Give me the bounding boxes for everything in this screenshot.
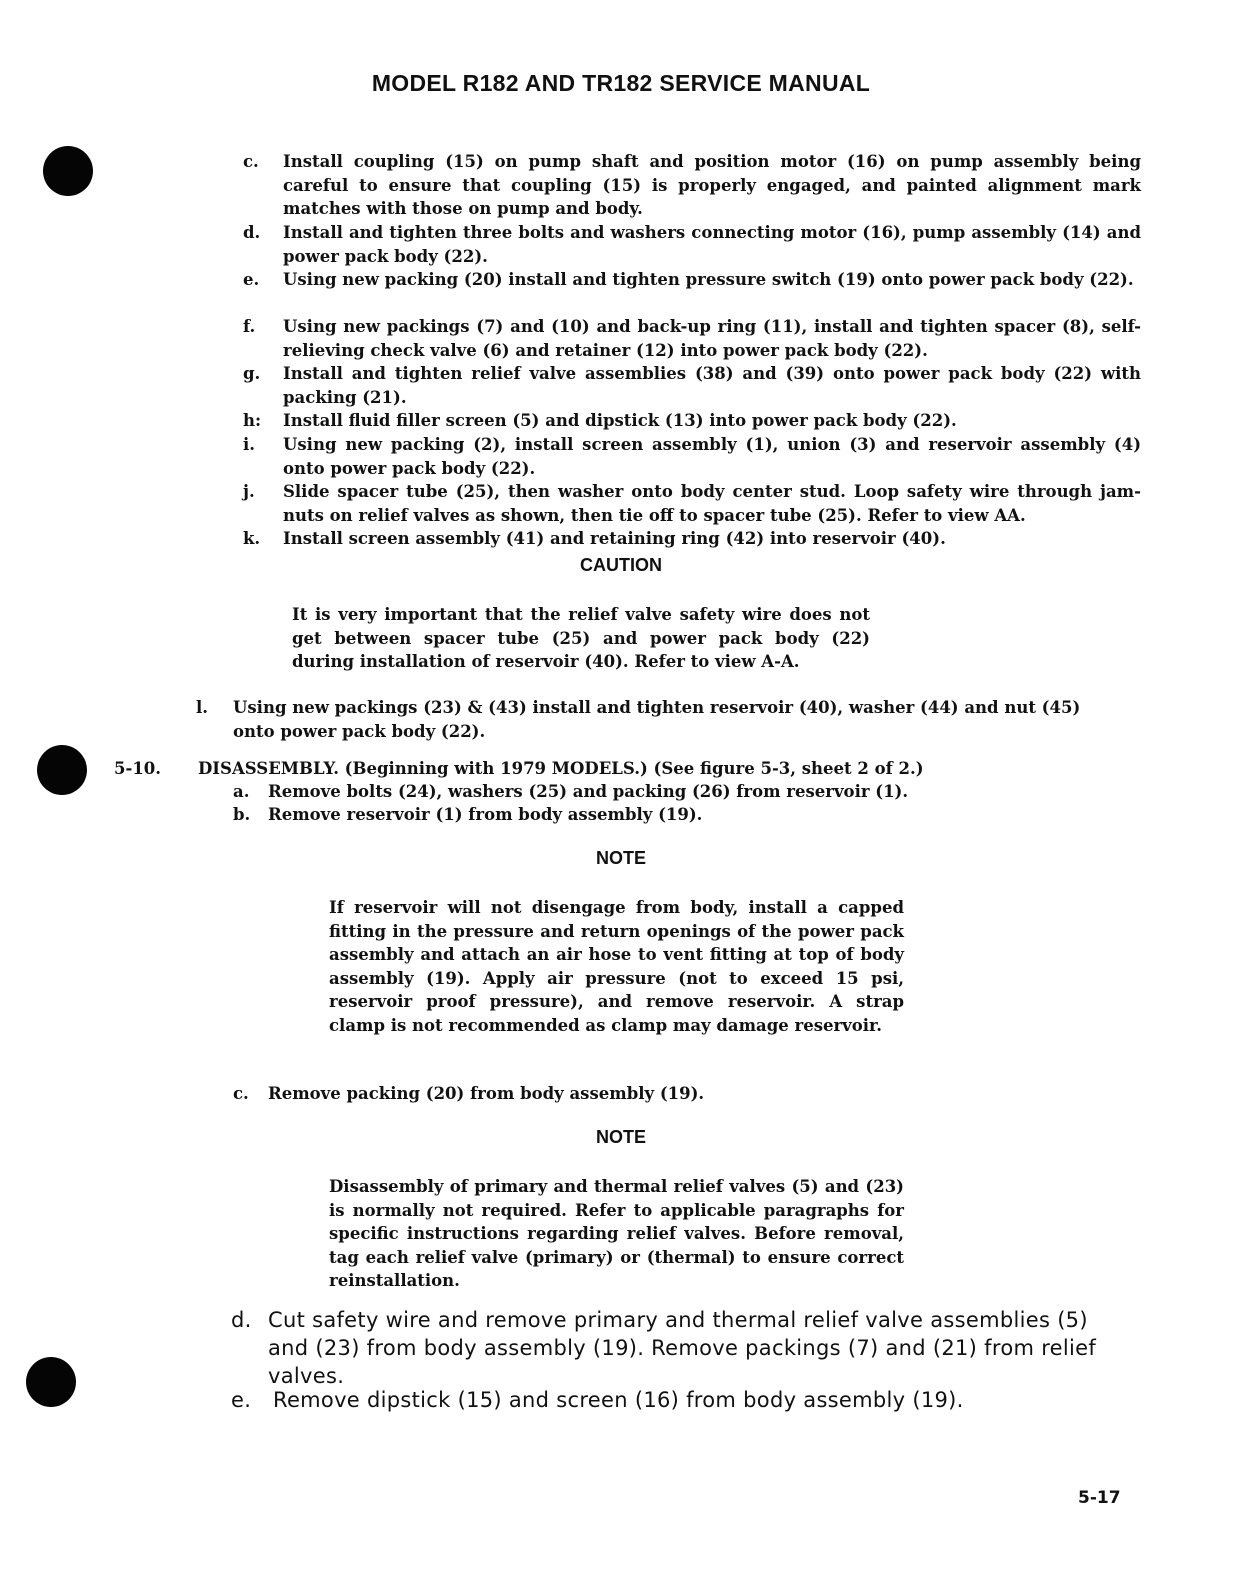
step-label: l. <box>196 698 209 717</box>
step-text: Install and tighten relief valve assemblies (38) and (39) onto power pack body (22) with packing (21). <box>283 364 1141 407</box>
step-i <box>243 433 1141 480</box>
step-text: Remove reservoir (1) from body assembly (19). <box>268 805 703 824</box>
step-d-remove-relief-valves <box>231 1306 1111 1390</box>
step-label: e. <box>231 1388 252 1412</box>
caution-heading: CAUTION <box>580 555 662 575</box>
step-text: Install coupling (15) on pump shaft and position motor (16) on pump assembly being careful to ensure that coupling (15) is properly engaged, and painted alignment mark matches with those on pump and body. <box>283 152 1141 218</box>
step-label: i. <box>243 435 256 454</box>
step-label: f. <box>243 317 256 336</box>
step-a <box>233 780 1033 804</box>
page-number: 5-17 <box>1078 1488 1121 1508</box>
step-text: Install and tighten three bolts and washers connecting motor (16), pump assembly (14) and power pack body (22). <box>283 223 1141 266</box>
step-k <box>243 527 1141 551</box>
section-number: 5-10. <box>114 759 162 778</box>
step-text: Using new packings (7) and (10) and back-up ring (11), install and tighten spacer (8), self-relieving check valve (6) and retainer (12) into power pack body (22). <box>283 317 1141 360</box>
step-label: b. <box>233 805 251 824</box>
step-e-remove-dipstick <box>231 1386 1111 1414</box>
note-text: Disassembly of primary and thermal relief valves (5) and (23) is normally not required. Refer to applicable paragraphs for specific instructions regarding relief valves. Before removal, tag each relief valve (primary) or (thermal) to ensure correct reinstallation. <box>329 1177 904 1290</box>
step-label: g. <box>243 364 261 383</box>
binder-hole-bottom <box>26 1357 76 1407</box>
step-label: d. <box>243 223 261 242</box>
step-h <box>243 409 1141 433</box>
step-text: Install fluid filler screen (5) and dipstick (13) into power pack body (22). <box>283 411 957 430</box>
note-text: If reservoir will not disengage from body, install a capped fitting in the pressure and return openings of the power pack assembly and attach an air hose to vent fitting at top of body assembly (19). Apply air pressure (not to exceed 15 psi, reservoir proof pressure), and remove reservoir. A strap clamp is not recommended as clamp may damage reservoir. <box>329 898 904 1035</box>
step-e <box>243 268 1141 315</box>
step-text: Using new packing (2), install screen assembly (1), union (3) and reservoir assembly (4) onto power pack body (22). <box>283 435 1141 478</box>
step-text: Slide spacer tube (25), then washer onto body center stud. Loop safety wire through jam-nuts on relief valves as shown, then tie off to spacer tube (25). Refer to view AA. <box>283 482 1141 525</box>
step-l <box>196 696 1096 743</box>
step-label: h: <box>243 411 262 430</box>
step-f <box>243 315 1141 362</box>
step-g <box>243 362 1141 409</box>
step-text: Remove bolts (24), washers (25) and packing (26) from reservoir (1). <box>268 782 909 801</box>
step-label: k. <box>243 529 261 548</box>
note-heading: NOTE <box>595 848 646 868</box>
step-text: Remove dipstick (15) and screen (16) from body assembly (19). <box>273 1388 964 1412</box>
step-label: j. <box>243 482 255 501</box>
step-label: e. <box>243 270 260 289</box>
page-title: MODEL R182 AND TR182 SERVICE MANUAL <box>371 70 871 96</box>
step-text: Cut safety wire and remove primary and thermal relief valve assemblies (5) and (23) from body assembly (19). Remove packings (7) and (21) from relief valves. <box>268 1308 1097 1388</box>
step-d <box>243 221 1141 268</box>
step-text: Using new packing (20) install and tighten pressure switch (19) onto power pack body (22). <box>283 270 1134 289</box>
step-label: a. <box>233 782 250 801</box>
step-label: c. <box>243 152 259 171</box>
step-label: d. <box>231 1308 252 1332</box>
step-text: Using new packings (23) & (43) install and tighten reservoir (40), washer (44) and nut (45) onto power pack body (22). <box>233 698 1081 741</box>
step-j <box>243 480 1141 527</box>
step-text: Remove packing (20) from body assembly (19). <box>268 1084 705 1103</box>
step-label: c. <box>233 1084 249 1103</box>
step-c <box>243 150 1141 220</box>
step-c-remove-packing <box>233 1082 1033 1106</box>
binder-hole-top <box>43 146 93 196</box>
note-heading: NOTE <box>595 1127 646 1147</box>
step-b <box>233 803 1033 827</box>
step-text: Install screen assembly (41) and retaining ring (42) into reservoir (40). <box>283 529 946 548</box>
caution-text: It is very important that the relief valve safety wire does not get between spacer tube (25) and power pack body (22) during installation of reservoir (40). Refer to view A-A. <box>292 605 870 671</box>
section-title: DISASSEMBLY. (Beginning with 1979 MODELS.) (See figure 5-3, sheet 2 of 2.) <box>198 759 924 778</box>
binder-hole-middle <box>37 745 87 795</box>
